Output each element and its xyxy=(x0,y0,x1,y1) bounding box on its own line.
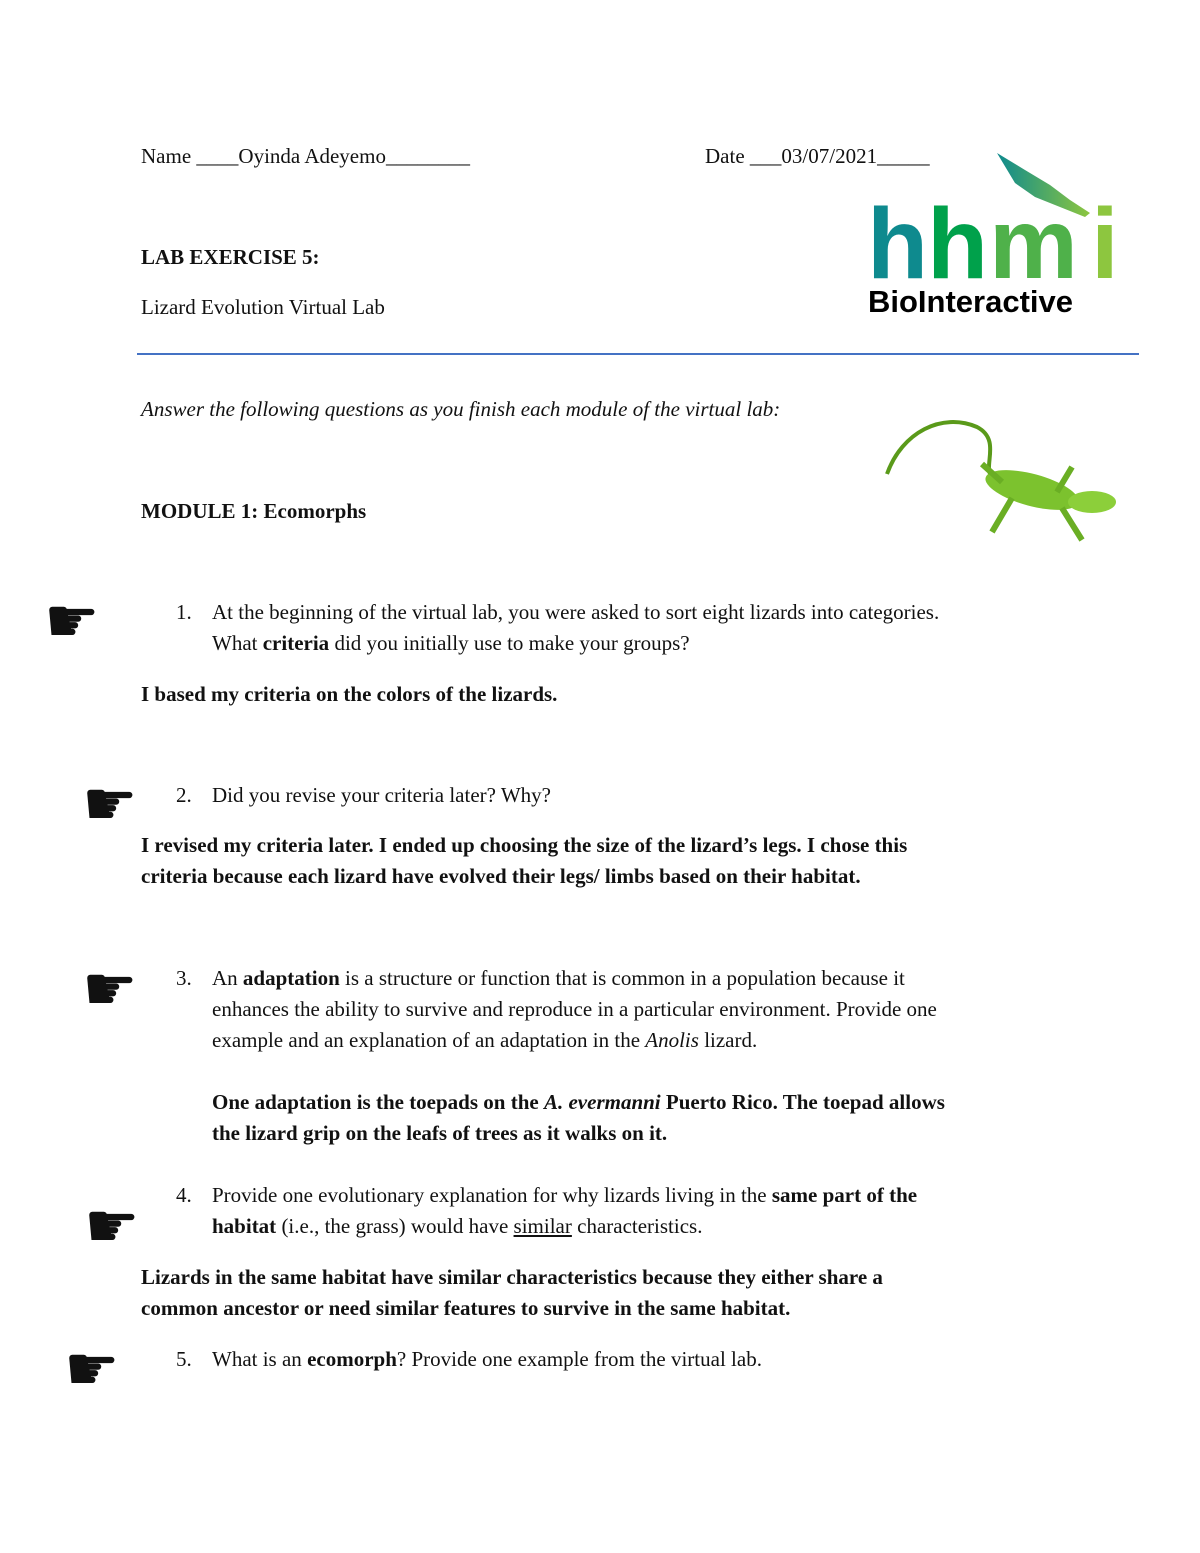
answer-4-line2: common ancestor or need similar features to survive in the same habitat. xyxy=(141,1296,791,1320)
svg-text:m: m xyxy=(989,188,1078,300)
answer-2-line2: criteria because each lizard have evolved their legs/ limbs based on their habitat. xyxy=(141,864,861,888)
text: is a structure or function that is common in a population because it xyxy=(339,966,905,990)
text: lizard. xyxy=(698,1028,758,1052)
pointing-hand-icon: ☛ xyxy=(82,952,138,1025)
header-divider xyxy=(137,353,1139,355)
question-3 xyxy=(176,963,905,994)
question-text: Did you revise your criteria later? Why? xyxy=(212,783,551,807)
text: (i.e., the grass) would have xyxy=(276,1214,514,1238)
date-line: Date ___03/07/2021_____ xyxy=(705,144,930,168)
text: ? Provide one example from the virtual lab. xyxy=(396,1347,762,1371)
answer-1: I based my criteria on the colors of the lizards. xyxy=(141,682,558,706)
answer-3-line1 xyxy=(212,1087,945,1118)
species-name: A. evermanni xyxy=(543,1090,661,1114)
question-3-line3 xyxy=(212,1025,757,1056)
hhmi-biointeractive-logo xyxy=(865,145,1130,325)
date-value: 03/07/2021 xyxy=(781,144,878,168)
pointing-hand-icon: ☛ xyxy=(82,767,138,840)
anole-lizard-image xyxy=(882,412,1122,557)
exercise-title: LAB EXERCISE 5: xyxy=(141,245,320,269)
instructions: Answer the following questions as you finish each module of the virtual lab: xyxy=(141,397,781,421)
svg-text:i: i xyxy=(1091,188,1119,300)
text: Puerto Rico. The toepad allows xyxy=(660,1090,945,1114)
keyword-ecomorph: ecomorph xyxy=(307,1347,397,1371)
text: example and an explanation of an adaptation in the xyxy=(212,1028,646,1052)
keyword-adaptation: adaptation xyxy=(242,966,340,990)
question-5 xyxy=(176,1344,762,1375)
question-1 xyxy=(176,597,939,628)
question-number: 1. xyxy=(176,600,192,624)
pointing-hand-icon: ☛ xyxy=(84,1189,140,1262)
date-label: Date xyxy=(705,144,745,168)
underlined-similar: similar xyxy=(513,1214,572,1238)
keyword: same part of the xyxy=(771,1183,918,1207)
pointing-hand-icon: ☛ xyxy=(64,1332,120,1405)
question-text: At the beginning of the virtual lab, you were asked to sort eight lizards into categories. xyxy=(212,600,940,624)
module-title: MODULE 1: Ecomorphs xyxy=(141,499,367,523)
name-value: Oyinda Adeyemo xyxy=(238,144,386,168)
text: did you initially use to make your groups? xyxy=(329,631,690,655)
question-number: 3. xyxy=(176,966,192,990)
lab-subtitle: Lizard Evolution Virtual Lab xyxy=(141,295,385,319)
text: What xyxy=(212,631,263,655)
question-4 xyxy=(176,1180,917,1211)
keyword-criteria: criteria xyxy=(262,631,330,655)
question-number: 2. xyxy=(176,783,192,807)
text: One adaptation is the toepads on the xyxy=(212,1090,544,1114)
text: What is an xyxy=(212,1347,308,1371)
question-3-line2: enhances the ability to survive and reproduce in a particular environment. Provide one xyxy=(212,997,937,1021)
keyword: habitat xyxy=(212,1214,277,1238)
answer-4-line1: Lizards in the same habitat have similar characteristics because they either share a xyxy=(141,1265,883,1289)
question-number: 4. xyxy=(176,1183,192,1207)
name-label: Name xyxy=(141,144,192,168)
question-4-line2 xyxy=(212,1211,702,1242)
answer-3-line2: the lizard grip on the leafs of trees as it walks on it. xyxy=(212,1121,668,1145)
name-line: Name ____Oyinda Adeyemo________ xyxy=(141,144,470,168)
svg-text:h: h xyxy=(927,188,985,300)
text: characteristics. xyxy=(571,1214,703,1238)
text: Provide one evolutionary explanation for why lizards living in the xyxy=(212,1183,772,1207)
svg-text:h: h xyxy=(867,188,925,300)
question-number: 5. xyxy=(176,1347,192,1371)
question-2 xyxy=(176,780,551,811)
pointing-hand-icon: ☛ xyxy=(44,584,100,657)
text: An xyxy=(212,966,243,990)
question-1-line2 xyxy=(212,628,690,659)
genus-anolis: Anolis xyxy=(645,1028,699,1052)
svg-text:BioInteractive: BioInteractive xyxy=(868,284,1074,319)
answer-2-line1: I revised my criteria later. I ended up choosing the size of the lizard’s legs. I chose this xyxy=(141,833,908,857)
